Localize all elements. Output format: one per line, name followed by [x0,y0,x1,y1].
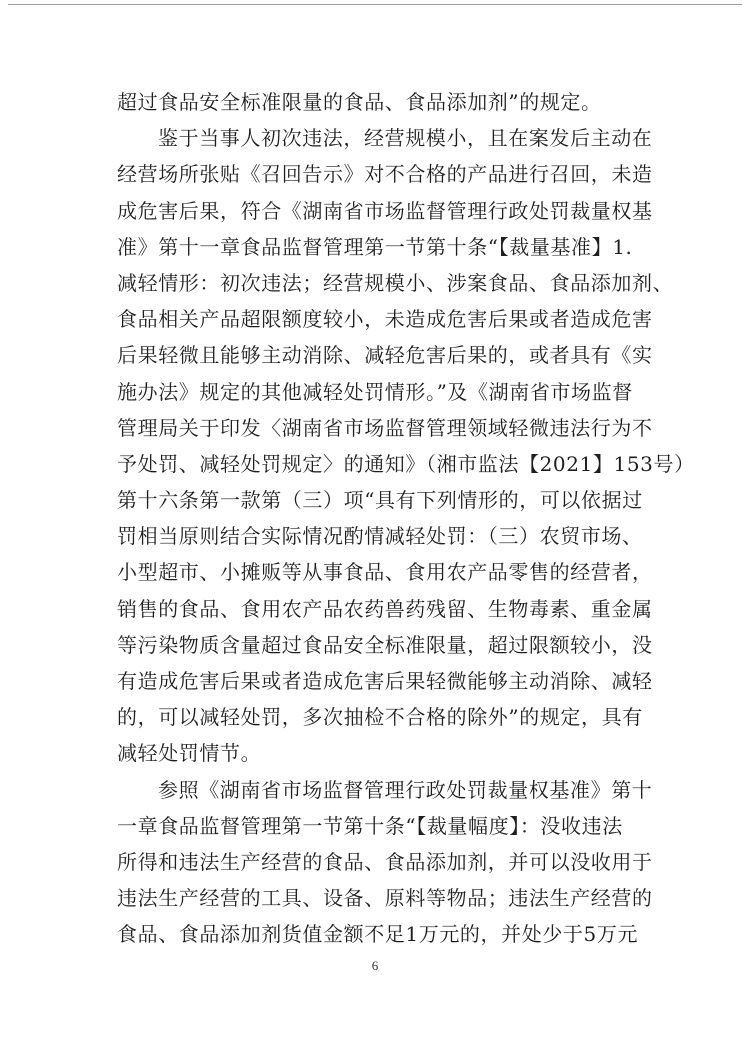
text-line: 予处罚、减轻处罚规定〉的通知》（湘市监法【2021】153号） [117,451,695,476]
text-line: 减轻处罚情节。 [117,741,262,766]
text-line: 施办法》规定的其他减轻处罚情形。”及《湖南省市场监督 [117,379,633,404]
text-line: 食品、食品添加剂货值金额不足1万元的，并处少于5万元 [117,922,639,947]
text-line: 后果轻微且能够主动消除、减轻危害后果的，或者具有《实 [117,343,653,368]
text-line: 一章食品监督管理第一节第十条“【裁量幅度】：没收违法 [117,813,623,838]
text-line: 销售的食品、食用农产品农药兽药残留、生物毒素、重金属 [117,596,653,621]
text-line: 成危害后果，符合《湖南省市场监督管理行政处罚裁量权基 [117,198,653,223]
text-line: 第十六条第一款第（三）项“具有下列情形的，可以依据过 [117,488,643,513]
paragraph-mitigating-circumstances [117,120,695,771]
text-line: 罚相当原则结合实际情况酌情减轻处罚：（三）农贸市场、 [117,524,643,549]
document-body [117,84,695,953]
text-line: 等污染物质含量超过食品安全标准限量，超过限额较小，没 [117,632,653,657]
text-line: 小型超市、小摊贩等从事食品、食用农产品零售的经营者， [117,560,653,585]
text-line: 管理局关于印发〈湖南省市场监督管理领域轻微违法行为不 [117,415,653,440]
text-line: 有造成危害后果或者造成危害后果轻微能够主动消除、减轻 [117,669,653,693]
text-line: 减轻情形：初次违法；经营规模小、涉案食品、食品添加剂、 [117,270,674,295]
text-line: 准》第十一章食品监督管理第一节第十条“【裁量基准】1. [117,234,633,259]
paragraph-continued-regulation [117,84,647,120]
text-line: 的，可以减轻处罚，多次抽检不合格的除外”的规定，具有 [117,705,643,730]
text-line: 经营场所张贴《召回告示》对不合格的产品进行召回，未造 [117,162,653,187]
text-line: 食品相关产品超限额度较小，未造成危害后果或者造成危害 [117,307,653,332]
text-line: 所得和违法生产经营的食品、食品添加剂，并可以没收用于 [117,849,653,874]
page-top-border [8,4,742,5]
page-number: 6 [371,958,379,973]
text-line: 违法生产经营的工具、设备、原料等物品；违法生产经营的 [117,886,653,911]
text-line: 鉴于当事人初次违法，经营规模小，且在案发后主动在 [158,126,653,151]
paragraph-penalty-range [117,772,653,953]
text-line: 超过食品安全标准限量的食品、食品添加剂”的规定。 [117,90,602,114]
text-line: 参照《湖南省市场监督管理行政处罚裁量权基准》第十 [158,777,653,802]
